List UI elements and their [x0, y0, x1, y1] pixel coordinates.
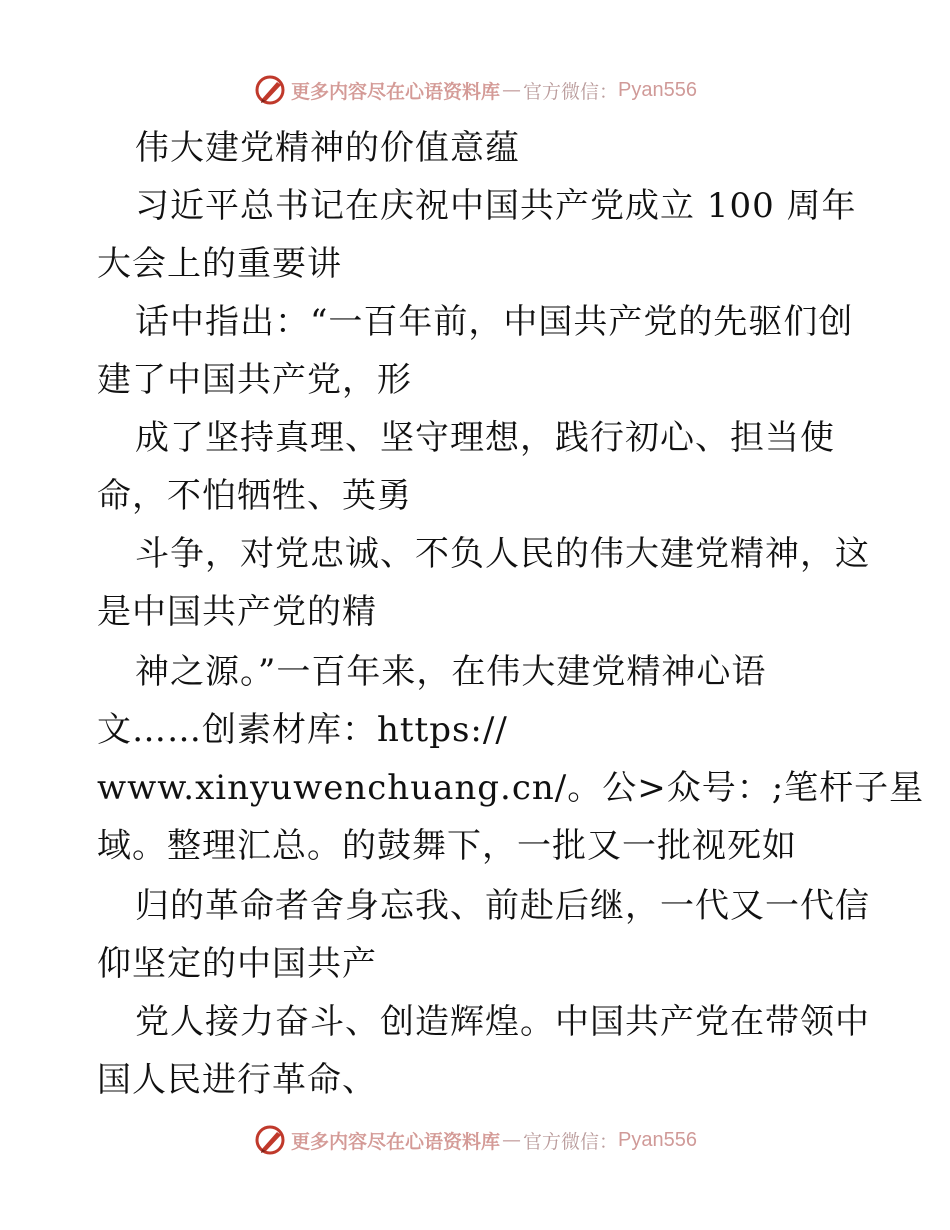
banner-wechat-id: Pyan556 [618, 78, 697, 101]
paragraph-line: 斗争，对党忠诚、不负人民的伟大建党精神，这 [135, 534, 870, 574]
paragraph-line: www.xinyuwenchuang.cn/。公>众号：;笔杆子星 [97, 768, 925, 808]
banner-separator: — [502, 1129, 522, 1151]
document-title: 伟大建党精神的价值意蕴 [135, 128, 520, 168]
banner-site-text: 更多内容尽在心语资料库 [291, 80, 501, 103]
paragraph-line: 域。整理汇总。的鼓舞下，一批又一批视死如 [97, 826, 797, 866]
paragraph-line: 归的革命者舍身忘我、前赴后继，一代又一代信 [135, 886, 870, 926]
paragraph-line: 成了坚持真理、坚守理想，践行初心、担当使 [135, 418, 835, 458]
header-banner [0, 70, 950, 110]
pen-circle-logo-icon [253, 1123, 287, 1157]
paragraph-line: 文……创素材库：https:// [97, 710, 508, 750]
paragraph-line: 大会上的重要讲 [97, 244, 342, 284]
paragraph-line: 仰坚定的中国共产 [97, 944, 377, 984]
banner-wechat-id: Pyan556 [618, 1128, 697, 1151]
banner-wechat-label: 官方微信： [523, 1130, 619, 1153]
footer-banner [0, 1120, 950, 1160]
pen-circle-logo-icon [253, 73, 287, 107]
paragraph-line: 命，不怕牺牲、英勇 [97, 476, 412, 516]
paragraph-line: 话中指出：“一百年前，中国共产党的先驱们创 [135, 302, 854, 342]
banner-separator: — [502, 79, 522, 101]
paragraph-line: 习近平总书记在庆祝中国共产党成立 100 周年 [135, 186, 857, 226]
paragraph-line: 是中国共产党的精 [97, 592, 377, 632]
paragraph-line: 建了中国共产党，形 [97, 360, 412, 400]
banner-site-text: 更多内容尽在心语资料库 [291, 1130, 501, 1153]
paragraph-line: 国人民进行革命、 [97, 1060, 377, 1100]
paragraph-line: 神之源。”一百年来，在伟大建党精神心语 [135, 652, 767, 692]
banner-wechat-label: 官方微信： [523, 80, 619, 103]
paragraph-line: 党人接力奋斗、创造辉煌。中国共产党在带领中 [135, 1002, 870, 1042]
